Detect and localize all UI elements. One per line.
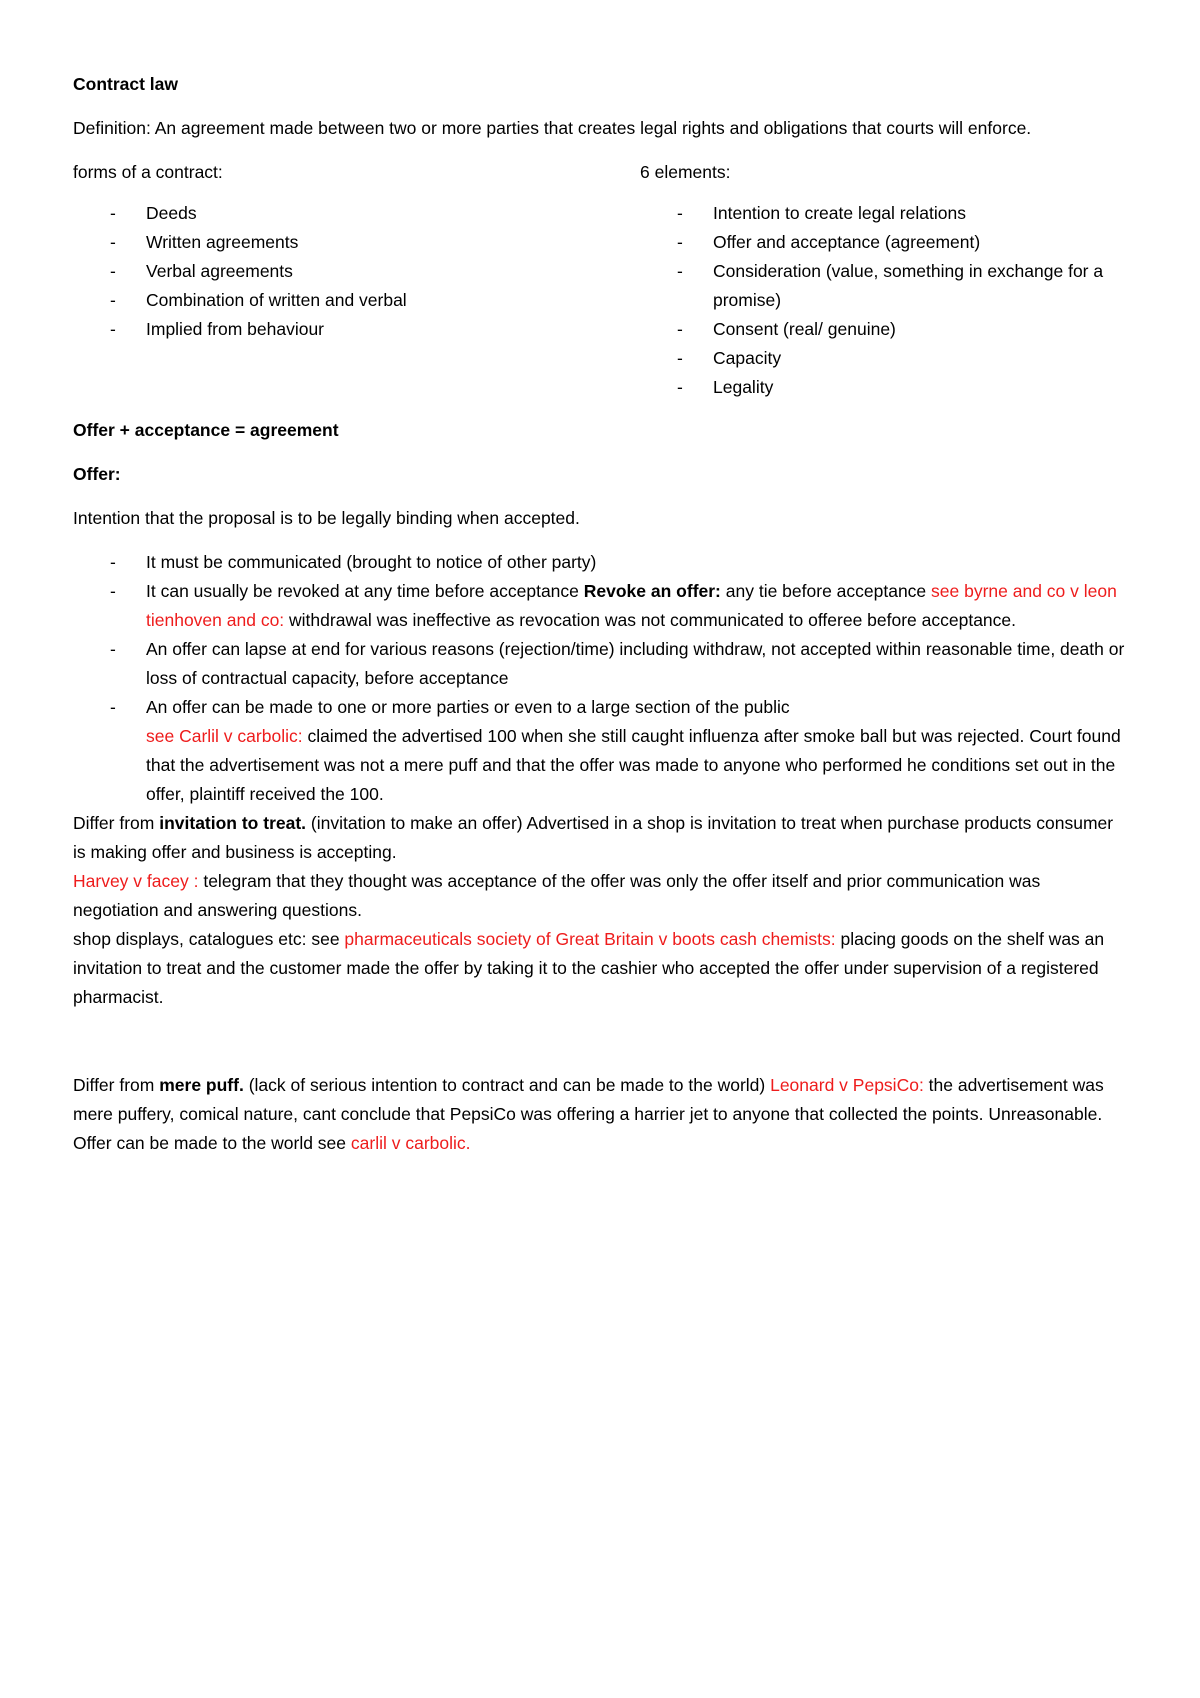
offer-acceptance-equation: Offer + acceptance = agreement [73, 420, 339, 440]
paragraph-text: Differ from [73, 1075, 160, 1095]
elements-heading: 6 elements: [640, 162, 731, 182]
two-column-section [73, 158, 1127, 402]
elements-item: - Intention to create legal relations [640, 199, 1127, 228]
case-reference-harvey: Harvey v facey : [73, 871, 199, 891]
revoke-offer-label: Revoke an offer: [583, 581, 721, 601]
case-reference-pharmaceuticals: pharmaceuticals society of Great Britain v boots cash chemists: [344, 929, 836, 949]
offer-point-text: any tie before acceptance [720, 581, 932, 601]
forms-item: - Written agreements [73, 228, 640, 257]
forms-item: - Deeds [73, 199, 640, 228]
paragraph-text: (invitation to make an offer) Advertised in a shop is invitation to treat when purchase products consumer is making offer and business is accepting. [73, 813, 1114, 862]
invitation-to-treat-term: invitation to treat. [159, 813, 307, 833]
definition-text: An agreement made between two or more parties that creates legal rights and obligations that courts will enforce. [150, 118, 1032, 138]
paragraph-text: shop displays, catalogues etc: see [73, 929, 345, 949]
elements-item: - Offer and acceptance (agreement) [640, 228, 1127, 257]
elements-list [640, 199, 1127, 402]
definition-label: Definition: [73, 118, 151, 138]
blank-line [73, 1027, 1127, 1071]
paragraph-text: the advertisement was mere puffery, comical nature, cant conclude that PepsiCo was offering a harrier jet to anyone that collected the points. Unreasonable. Offer can be made to the world see [73, 1075, 1104, 1153]
paragraph-text: placing goods on the shelf was an invitation to treat and the customer made the offer by taking it to the cashier who accepted the offer under supervision of a registered pharmacist. [73, 929, 1105, 1007]
mere-puff-term: mere puff. [159, 1075, 244, 1095]
offer-intro: Intention that the proposal is to be legally binding when accepted. [73, 508, 580, 528]
elements-item: - Legality [640, 373, 1127, 402]
offer-point-text: withdrawal was ineffective as revocation was not communicated to offeree before acceptance. [284, 610, 1017, 630]
forms-item: - Verbal agreements [73, 257, 640, 286]
case-reference-byrne: see byrne and co v leon tienhoven and co: [146, 581, 1117, 630]
elements-item: - Capacity [640, 344, 1127, 373]
definition-paragraph [73, 114, 1127, 143]
document-title: Contract law [73, 74, 179, 94]
elements-column [640, 158, 1127, 402]
offer-point-revoke [73, 577, 1127, 635]
offer-heading: Offer: [73, 464, 121, 484]
offer-point-text: An offer can be made to one or more parties or even to a large section of the public [146, 697, 790, 717]
case-reference-carlil: see Carlil v carbolic: [146, 726, 303, 746]
mere-puff-paragraph [73, 1071, 1127, 1158]
offer-point-communicated: - It must be communicated (brought to notice of other party) [73, 548, 1127, 577]
paragraph-text: (lack of serious intention to contract and can be made to the world) [243, 1075, 771, 1095]
paragraph-text: Differ from [73, 813, 160, 833]
case-reference-leonard: Leonard v PepsiCo: [770, 1075, 924, 1095]
case-reference-carlil-2: carlil v carbolic. [350, 1133, 471, 1153]
invitation-to-treat-paragraph [73, 809, 1127, 1012]
forms-heading: forms of a contract: [73, 162, 223, 182]
offer-point-lapse: - An offer can lapse at end for various reasons (rejection/time) including withdraw, not accepted within reasonable time, death or loss of contractual capacity, before acceptance [73, 635, 1127, 693]
forms-list [73, 199, 640, 344]
elements-item: - Consideration (value, something in exchange for a promise) [640, 257, 1127, 315]
elements-item: - Consent (real/ genuine) [640, 315, 1127, 344]
forms-item: - Implied from behaviour [73, 315, 640, 344]
offer-point-public [73, 693, 1127, 809]
forms-item: - Combination of written and verbal [73, 286, 640, 315]
paragraph-text: telegram that they thought was acceptance of the offer was only the offer itself and prior communication was negotiation and answering questions. [73, 871, 1041, 920]
forms-column [73, 158, 640, 344]
offer-point-text: It can usually be revoked at any time before acceptance [146, 581, 584, 601]
offer-points-list [73, 548, 1127, 809]
offer-point-text: claimed the advertised 100 when she still caught influenza after smoke ball but was rejected. Court found that the advertisement was not a mere puff and that the offer was made to anyone who performed he conditions set out in the offer, plaintiff received the 100. [146, 726, 1121, 804]
